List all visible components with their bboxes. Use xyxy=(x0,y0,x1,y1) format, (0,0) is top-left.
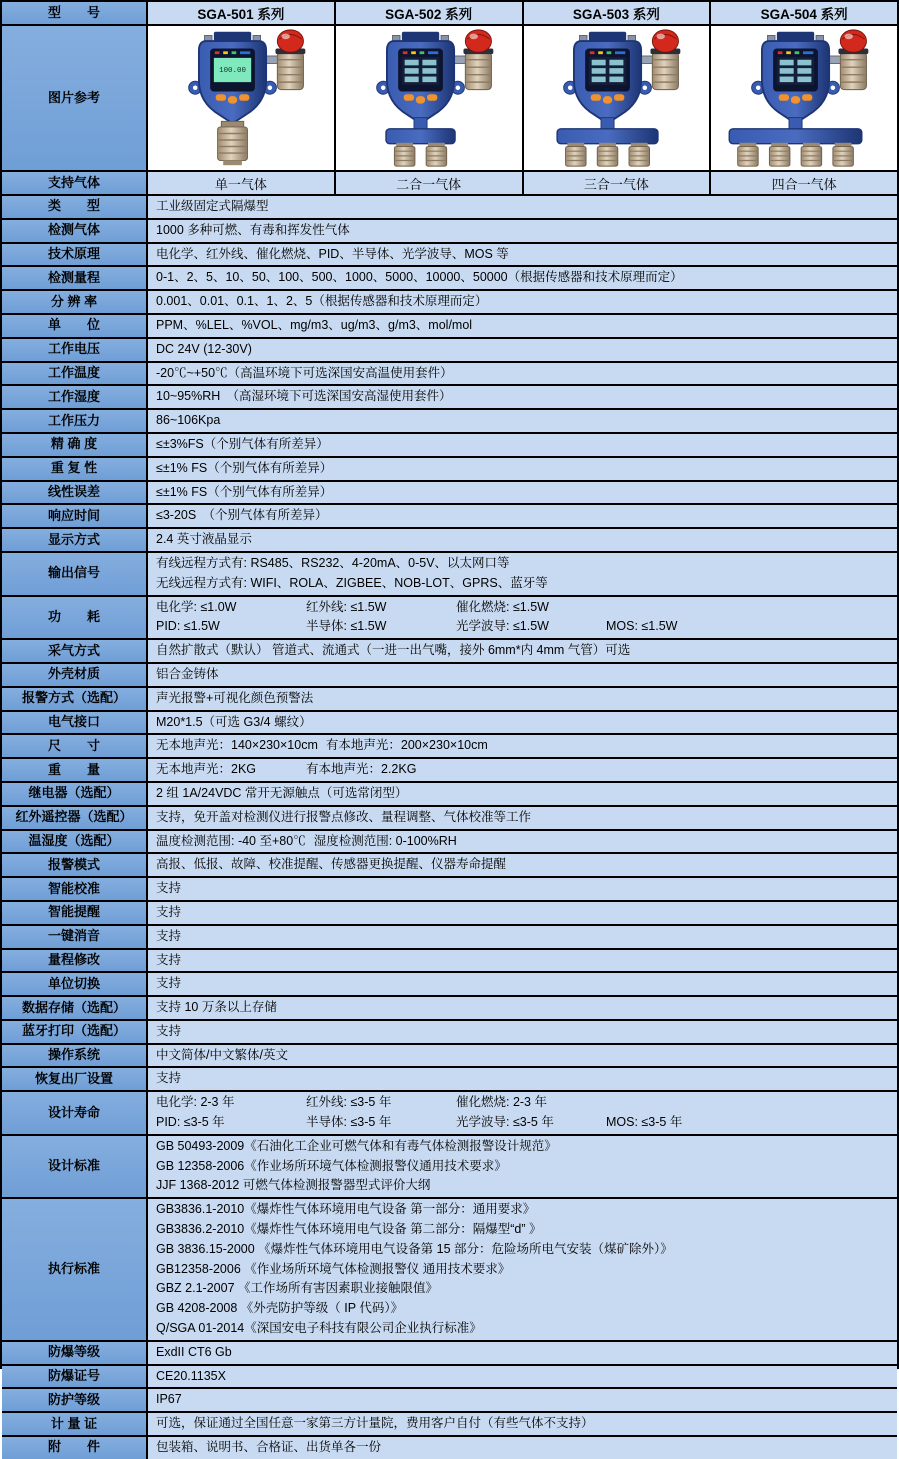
spec-label: 工作压力 xyxy=(2,410,148,432)
spec-value-line xyxy=(156,1069,897,1089)
spec-row xyxy=(2,688,897,712)
spec-label: 温湿度（选配） xyxy=(2,831,148,853)
gas-type-four-in-one: 四合一气体 xyxy=(709,172,897,194)
spec-value-segment: 支持 xyxy=(156,928,182,943)
spec-value-line xyxy=(156,1367,897,1387)
spec-value xyxy=(148,1413,897,1435)
spec-value-line xyxy=(156,665,897,685)
spec-value-segment: MOS: ≤1.5W xyxy=(606,619,678,634)
spec-value-line xyxy=(156,1240,897,1260)
spec-label: 线性误差 xyxy=(2,482,148,504)
spec-row xyxy=(2,196,897,220)
spec-value-segment: ≤±1% FS（个别气体有所差异） xyxy=(156,460,333,475)
spec-value-segment: GBZ 2.1-2007 《工作场所有害因素职业接触限值》 xyxy=(156,1281,438,1296)
spec-value xyxy=(148,735,897,757)
spec-value-segment: 1000 多种可燃、有毒和挥发性气体 xyxy=(156,222,350,237)
spec-value-segment: GB 4208-2008 《外壳防护等级（ IP 代码）》 xyxy=(156,1301,404,1316)
spec-label: 执行标准 xyxy=(2,1199,148,1340)
spec-row xyxy=(2,339,897,363)
spec-value-segment: 支持 xyxy=(156,1023,182,1038)
spec-value-line xyxy=(156,784,897,804)
spec-value-line xyxy=(156,1046,897,1066)
spec-value-segment: 电化学、红外线、催化燃烧、PID、半导体、光学波导、MOS 等 xyxy=(156,246,509,261)
spec-value-segment: 有线远程方式有: RS485、RS232、4-20mA、0-5V、以太网口等 xyxy=(156,555,510,570)
spec-value-segment: GB12358-2006 《作业场所环境气体检测报警仪 通用技术要求》 xyxy=(156,1261,511,1276)
gas-type-two-in-one: 二合一气体 xyxy=(334,172,522,194)
spec-label: 外壳材质 xyxy=(2,664,148,686)
spec-value-segment: 电化学: 2-3 年 xyxy=(156,1095,235,1110)
spec-row xyxy=(2,434,897,458)
spec-value-line xyxy=(156,1200,897,1220)
spec-row xyxy=(2,902,897,926)
spec-value xyxy=(148,950,897,972)
spec-value xyxy=(148,807,897,829)
gas-detector-icon xyxy=(156,28,326,168)
spec-value xyxy=(148,973,897,995)
spec-value-line xyxy=(156,387,897,407)
spec-value xyxy=(148,597,897,639)
spec-label: 报警方式（选配） xyxy=(2,688,148,710)
spec-value-line xyxy=(156,411,897,431)
spec-label: 重 复 性 xyxy=(2,458,148,480)
spec-value-line xyxy=(156,221,897,241)
spec-label: 精 确 度 xyxy=(2,434,148,456)
spec-row xyxy=(2,1068,897,1092)
spec-value-segment: 支持 xyxy=(156,881,182,896)
header-label-model: 型 号 xyxy=(2,2,148,24)
spec-value-line xyxy=(156,1113,897,1133)
spec-value-segment: 0-1、2、5、10、50、100、500、1000、5000、10000、50000（根据传感器和技术原理而定） xyxy=(156,270,683,285)
spec-row xyxy=(2,973,897,997)
spec-value-segment: CE20.1135X xyxy=(156,1368,226,1383)
spec-value-line xyxy=(156,1319,897,1339)
spec-label: 红外遥控器（选配） xyxy=(2,807,148,829)
gas-detector-image-sga-502 xyxy=(334,26,522,170)
svg-text:100.00: 100.00 xyxy=(219,66,246,75)
spec-label: 工作温度 xyxy=(2,363,148,385)
spec-label: 输出信号 xyxy=(2,553,148,595)
spec-value-segment: 支持 10 万条以上存储 xyxy=(156,1000,277,1015)
spec-value-segment: -20℃~+50℃（高温环境下可选深国安高温使用套件） xyxy=(156,365,453,380)
spec-value-line xyxy=(156,760,897,780)
spec-value-line xyxy=(156,1438,897,1458)
spec-value-line xyxy=(156,951,897,971)
spec-row xyxy=(2,1136,897,1199)
spec-row xyxy=(2,831,897,855)
spec-label: 数据存储（选配） xyxy=(2,997,148,1019)
spec-value-line xyxy=(156,1260,897,1280)
spec-value-segment: 催化燃烧: ≤1.5W xyxy=(456,599,549,614)
spec-label: 类 型 xyxy=(2,196,148,218)
spec-value xyxy=(148,1136,897,1197)
spec-row xyxy=(2,1389,897,1413)
spec-value-segment: 有本地声光：200×230×10cm xyxy=(325,738,488,753)
spec-row xyxy=(2,1366,897,1390)
spec-value-segment: 高报、低报、故障、校准提醒、传感器更换提醒、仪器寿命提醒 xyxy=(156,857,507,872)
model-header-row xyxy=(2,2,897,26)
spec-value-segment: 红外线: ≤1.5W xyxy=(306,599,387,614)
gas-detector-icon xyxy=(344,28,514,168)
spec-value xyxy=(148,458,897,480)
spec-value-segment: 2 组 1A/24VDC 常开无源触点（可选常闭型） xyxy=(156,785,408,800)
spec-value-line xyxy=(156,1176,897,1196)
spec-label: 响应时间 xyxy=(2,505,148,527)
spec-value xyxy=(148,688,897,710)
model-sga-502: SGA-502 系列 xyxy=(334,2,522,24)
spec-value-line xyxy=(156,574,897,594)
spec-label: 分 辨 率 xyxy=(2,291,148,313)
spec-value xyxy=(148,220,897,242)
spec-value-line xyxy=(156,736,897,756)
spec-value-segment: 半导体: ≤1.5W xyxy=(306,619,387,634)
spec-value-line xyxy=(156,974,897,994)
spec-value-segment: 10~95%RH （高湿环境下可选深国安高湿使用套件） xyxy=(156,389,452,404)
spec-value-line xyxy=(156,292,897,312)
spec-value xyxy=(148,902,897,924)
spec-value-line xyxy=(156,832,897,852)
spec-label: 检测量程 xyxy=(2,267,148,289)
spec-label: 蓝牙打印（选配） xyxy=(2,1021,148,1043)
header-label-images: 图片参考 xyxy=(2,26,148,170)
spec-value-segment: PID: ≤1.5W xyxy=(156,619,220,634)
spec-value-segment: 半导体: ≤3-5 年 xyxy=(306,1115,392,1130)
spec-label: 尺 寸 xyxy=(2,735,148,757)
spec-row xyxy=(2,482,897,506)
spec-value-line xyxy=(156,316,897,336)
spec-value-line xyxy=(156,340,897,360)
header-label-gases: 支持气体 xyxy=(2,172,148,194)
spec-value-line xyxy=(156,554,897,574)
spec-value-segment: Q/SGA 01-2014《深国安电子科技有限公司企业执行标准》 xyxy=(156,1321,482,1336)
spec-value-line xyxy=(156,1022,897,1042)
spec-row xyxy=(2,807,897,831)
spec-row xyxy=(2,735,897,759)
spec-label: 报警模式 xyxy=(2,854,148,876)
spec-row xyxy=(2,926,897,950)
spec-label: 单位切换 xyxy=(2,973,148,995)
spec-label: 防护等级 xyxy=(2,1389,148,1411)
spec-value-segment: 2.4 英寸液晶显示 xyxy=(156,532,252,547)
spec-row xyxy=(2,1045,897,1069)
spec-row xyxy=(2,1342,897,1366)
spec-value xyxy=(148,831,897,853)
spec-value xyxy=(148,1092,897,1134)
spec-value xyxy=(148,196,897,218)
spec-value-segment: 无本地声光：140×230×10cm xyxy=(156,738,318,753)
spec-value-segment: MOS: ≤3-5 年 xyxy=(606,1115,683,1130)
spec-label: 检测气体 xyxy=(2,220,148,242)
spec-label: 操作系统 xyxy=(2,1045,148,1067)
supported-gas-row xyxy=(2,172,897,196)
spec-value-segment: 支持 xyxy=(156,976,182,991)
spec-value-segment: 无线远程方式有: WIFI、ROLA、ZIGBEE、NOB-LOT、GPRS、蓝牙等 xyxy=(156,575,548,590)
spec-value-segment: 中文简体/中文繁体/英文 xyxy=(156,1047,288,1062)
spec-value-line xyxy=(156,617,897,637)
image-reference-row xyxy=(2,26,897,172)
spec-value-line xyxy=(156,855,897,875)
spec-value xyxy=(148,997,897,1019)
spec-value xyxy=(148,482,897,504)
spec-row xyxy=(2,291,897,315)
spec-value-segment: 0.001、0.01、0.1、1、2、5（根据传感器和技术原理而定） xyxy=(156,294,488,309)
spec-value-line xyxy=(156,879,897,899)
spec-value-segment: 温度检测范围: -40 至+80℃ xyxy=(156,833,306,848)
spec-value-line xyxy=(156,927,897,947)
spec-value-segment: JJF 1368-2012 可燃气体检测报警器型式评价大纲 xyxy=(156,1178,431,1193)
spec-value xyxy=(148,363,897,385)
spec-value-line xyxy=(156,1279,897,1299)
gas-detector-image-sga-504 xyxy=(709,26,897,170)
spec-row xyxy=(2,1199,897,1342)
spec-label: 智能校准 xyxy=(2,878,148,900)
spec-label: 防爆证号 xyxy=(2,1366,148,1388)
spec-row xyxy=(2,950,897,974)
spec-value xyxy=(148,640,897,662)
spec-value xyxy=(148,529,897,551)
spec-label: 计 量 证 xyxy=(2,1413,148,1435)
spec-label: 量程修改 xyxy=(2,950,148,972)
spec-value-segment: ≤±3%FS（个别气体有所差异） xyxy=(156,436,329,451)
model-sga-504: SGA-504 系列 xyxy=(709,2,897,24)
spec-row xyxy=(2,315,897,339)
gas-type-single: 单一气体 xyxy=(148,172,334,194)
spec-row xyxy=(2,505,897,529)
spec-value xyxy=(148,712,897,734)
gas-detector-icon xyxy=(531,28,701,168)
spec-value-line xyxy=(156,530,897,550)
spec-label: 技术原理 xyxy=(2,244,148,266)
gas-detector-image-sga-503 xyxy=(522,26,710,170)
spec-value-segment: 无本地声光：2KG xyxy=(156,762,257,777)
spec-row xyxy=(2,997,897,1021)
spec-value-line xyxy=(156,435,897,455)
spec-row xyxy=(2,1021,897,1045)
spec-value-segment: 铝合金铸体 xyxy=(156,666,219,681)
spec-value-segment: IP67 xyxy=(156,1392,182,1407)
spec-row xyxy=(2,1092,897,1136)
spec-value xyxy=(148,1021,897,1043)
spec-value xyxy=(148,854,897,876)
spec-label: 显示方式 xyxy=(2,529,148,551)
spec-value-segment: PPM、%LEL、%VOL、mg/m3、ug/m3、g/m3、mol/mol xyxy=(156,317,473,332)
spec-value-segment: 工业级固定式隔爆型 xyxy=(156,199,269,213)
spec-label: 重 量 xyxy=(2,759,148,781)
spec-value xyxy=(148,410,897,432)
spec-value xyxy=(148,1068,897,1090)
spec-value-line xyxy=(156,1390,897,1410)
spec-row xyxy=(2,363,897,387)
spec-value-segment: 催化燃烧: 2-3 年 xyxy=(456,1095,547,1110)
spec-row xyxy=(2,220,897,244)
spec-row xyxy=(2,597,897,641)
spec-value-segment: GB 3836.15-2000 《爆炸性气体环境用电气设备第 15 部分：危险场所电气安装（煤矿除外）》 xyxy=(156,1241,673,1256)
spec-label: 防爆等级 xyxy=(2,1342,148,1364)
spec-label: 恢复出厂设置 xyxy=(2,1068,148,1090)
spec-value-line xyxy=(156,903,897,923)
spec-row xyxy=(2,854,897,878)
spec-value-line xyxy=(156,197,897,217)
spec-row xyxy=(2,640,897,664)
spec-row xyxy=(2,458,897,482)
spec-value-line xyxy=(156,998,897,1018)
spec-row xyxy=(2,244,897,268)
spec-label: 采气方式 xyxy=(2,640,148,662)
spec-value-segment: 光学波导: ≤1.5W xyxy=(456,619,549,634)
spec-value-segment: M20*1.5（可选 G3/4 螺纹） xyxy=(156,714,312,729)
spec-value-segment: 自然扩散式（默认） 管道式、流通式（一进一出气嘴，接外 6mm*内 4mm 气管）可选 xyxy=(156,643,631,658)
spec-value xyxy=(148,1437,897,1459)
spec-value-segment: 支持 xyxy=(156,952,182,967)
spec-value-segment: DC 24V (12-30V) xyxy=(156,341,252,356)
spec-value xyxy=(148,553,897,595)
spec-row xyxy=(2,783,897,807)
spec-value xyxy=(148,1389,897,1411)
spec-value-line xyxy=(156,713,897,733)
gas-detector-icon xyxy=(719,28,889,168)
spec-value-segment: PID: ≤3-5 年 xyxy=(156,1115,225,1130)
spec-label: 电气接口 xyxy=(2,712,148,734)
spec-value-line xyxy=(156,1137,897,1157)
spec-value-segment: 86~106Kpa xyxy=(156,413,221,428)
spec-value-segment: 光学波导: ≤3-5 年 xyxy=(456,1115,554,1130)
spec-value xyxy=(148,878,897,900)
spec-value-segment: ≤±1% FS（个别气体有所差异） xyxy=(156,484,333,499)
spec-label: 智能提醒 xyxy=(2,902,148,924)
spec-value-line xyxy=(156,364,897,384)
gas-type-three-in-one: 三合一气体 xyxy=(522,172,710,194)
spec-value-segment: ≤3-20S （个别气体有所差异） xyxy=(156,508,328,523)
spec-row xyxy=(2,386,897,410)
spec-value-line xyxy=(156,245,897,265)
spec-value xyxy=(148,1199,897,1340)
spec-row xyxy=(2,529,897,553)
gas-detector-image-sga-501 xyxy=(148,26,334,170)
spec-value-segment: 支持，免开盖对检测仪进行报警点修改、量程调整、气体校准等工作 xyxy=(156,809,532,824)
spec-value-line xyxy=(156,641,897,661)
model-sga-503: SGA-503 系列 xyxy=(522,2,710,24)
spec-label: 工作电压 xyxy=(2,339,148,361)
spec-label: 设计寿命 xyxy=(2,1092,148,1134)
spec-value xyxy=(148,244,897,266)
spec-value-segment: ExdII CT6 Gb xyxy=(156,1344,232,1359)
spec-value-segment: 红外线: ≤3-5 年 xyxy=(306,1095,392,1110)
spec-value xyxy=(148,267,897,289)
spec-row xyxy=(2,410,897,434)
spec-value-line xyxy=(156,1220,897,1240)
spec-value-line xyxy=(156,1343,897,1363)
model-sga-501: SGA-501 系列 xyxy=(148,2,334,24)
spec-value-line xyxy=(156,483,897,503)
spec-value-segment: GB 12358-2006《作业场所环境气体检测报警仪通用技术要求》 xyxy=(156,1158,507,1173)
spec-row xyxy=(2,553,897,597)
spec-value xyxy=(148,339,897,361)
spec-value-line xyxy=(156,459,897,479)
spec-row xyxy=(2,878,897,902)
spec-row xyxy=(2,1413,897,1437)
spec-value-segment: GB 50493-2009《石油化工企业可燃气体和有毒气体检测报警设计规范》 xyxy=(156,1138,557,1153)
spec-value-segment: GB3836.2-2010《爆炸性气体环境用电气设备 第二部分：隔爆型“d” 》 xyxy=(156,1222,542,1237)
spec-value-line xyxy=(156,689,897,709)
spec-value-line xyxy=(156,598,897,618)
spec-value xyxy=(148,505,897,527)
spec-value-segment: 支持 xyxy=(156,904,182,919)
spec-label: 工作湿度 xyxy=(2,386,148,408)
spec-value-segment: 声光报警+可视化颜色预警法 xyxy=(156,690,314,705)
spec-value-segment: 湿度检测范围: 0-100%RH xyxy=(313,833,457,848)
spec-label: 设计标准 xyxy=(2,1136,148,1197)
spec-value-segment: 可选，保证通过全国任意一家第三方计量院，费用客户自付（有些气体不支持） xyxy=(156,1416,594,1431)
spec-label: 继电器（选配） xyxy=(2,783,148,805)
spec-row xyxy=(2,759,897,783)
spec-label: 单 位 xyxy=(2,315,148,337)
spec-value xyxy=(148,1045,897,1067)
spec-value xyxy=(148,434,897,456)
spec-value-line xyxy=(156,1414,897,1434)
spec-value xyxy=(148,1366,897,1388)
spec-value xyxy=(148,759,897,781)
spec-value xyxy=(148,926,897,948)
spec-value xyxy=(148,291,897,313)
spec-value-segment: GB3836.1-2010《爆炸性气体环境用电气设备 第一部分：通用要求》 xyxy=(156,1202,536,1217)
spec-value-segment: 有本地声光：2.2KG xyxy=(306,762,417,777)
spec-value xyxy=(148,664,897,686)
spec-value-line xyxy=(156,1157,897,1177)
spec-value-line xyxy=(156,808,897,828)
spec-value-line xyxy=(156,268,897,288)
spec-row xyxy=(2,664,897,688)
spec-value xyxy=(148,386,897,408)
spec-value xyxy=(148,783,897,805)
spec-value-line xyxy=(156,1299,897,1319)
spec-label: 附 件 xyxy=(2,1437,148,1459)
spec-value-segment: 支持 xyxy=(156,1071,182,1086)
spec-label: 功 耗 xyxy=(2,597,148,639)
spec-row xyxy=(2,712,897,736)
spec-value-segment: 包装箱、说明书、合格证、出货单各一份 xyxy=(156,1440,382,1455)
spec-label: 一键消音 xyxy=(2,926,148,948)
spec-value xyxy=(148,315,897,337)
spec-row xyxy=(2,267,897,291)
spec-row xyxy=(2,1437,897,1459)
spec-value-line xyxy=(156,506,897,526)
spec-value xyxy=(148,1342,897,1364)
spec-value-segment: 电化学: ≤1.0W xyxy=(156,599,237,614)
spec-value-line xyxy=(156,1093,897,1113)
